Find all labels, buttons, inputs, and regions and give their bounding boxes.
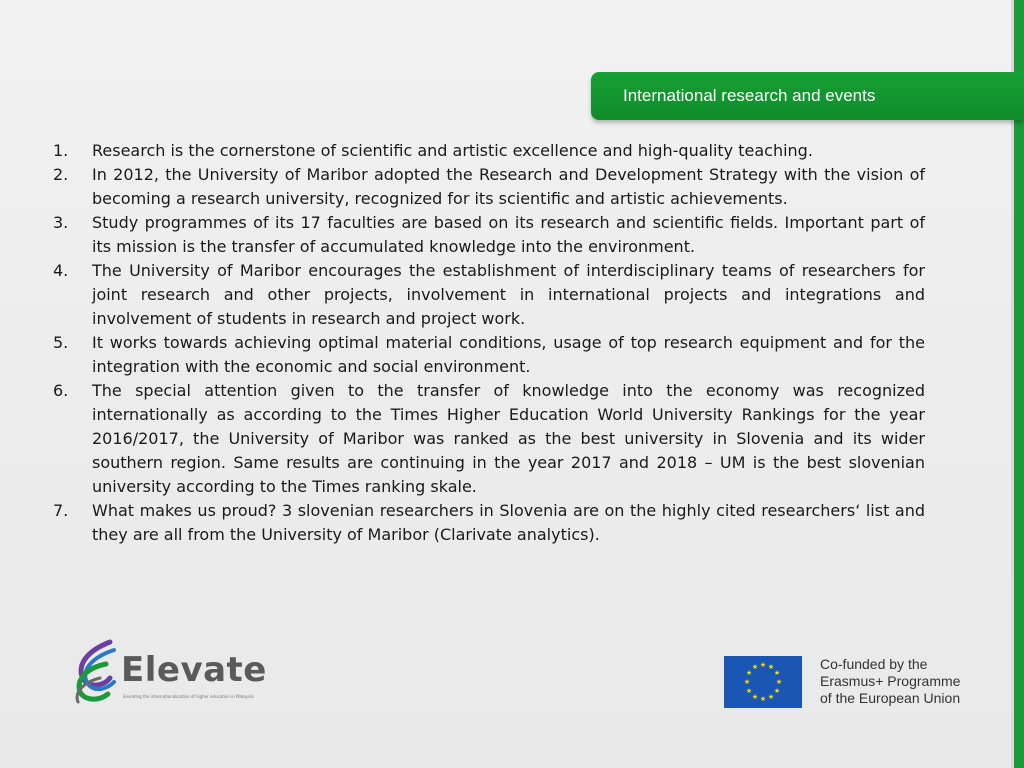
list-item-text: The special attention given to the transfer of knowledge into the economy was recognized internationally as according to the Times Higher Education World University Rankings for the year 2016/2017, the University of Maribor was ranked as the best university in Slovenia and its wider southern region. Same results are continuing in the year 2017 and 2018 – UM is the best slovenian university according to the Times ranking skale. bbox=[92, 381, 925, 496]
svg-text:★: ★ bbox=[773, 669, 781, 677]
eu-text-line: Co-funded by the bbox=[820, 656, 928, 672]
list-item bbox=[53, 163, 925, 211]
list-item-number: 6. bbox=[53, 381, 69, 400]
svg-text:★: ★ bbox=[767, 663, 775, 671]
section-title-tab bbox=[591, 72, 1024, 120]
list-item-number: 1. bbox=[53, 141, 69, 160]
svg-text:★: ★ bbox=[767, 693, 775, 701]
list-item bbox=[53, 139, 925, 163]
list-item-text: Research is the cornerstone of scientific and artistic excellence and high-quality teaching. bbox=[92, 141, 813, 160]
list-item-text: It works towards achieving optimal material conditions, usage of top research equipment and for the integration with the economic and social environment. bbox=[92, 333, 925, 376]
list-item-number: 4. bbox=[53, 261, 69, 280]
list-item-number: 7. bbox=[53, 501, 69, 520]
svg-text:★: ★ bbox=[751, 663, 759, 671]
section-title: International research and events bbox=[623, 86, 876, 105]
svg-text:★: ★ bbox=[775, 678, 783, 686]
list-item-number: 5. bbox=[53, 333, 69, 352]
eu-cofunded-text bbox=[820, 656, 960, 707]
list-item-text: The University of Maribor encourages the establishment of interdisciplinary teams of researchers for joint research and other projects, involvement in international projects and integrations and involvement of students in research and project work. bbox=[92, 261, 925, 328]
list-item-text: Study programmes of its 17 faculties are based on its research and scientific fields. Important part of its mission is the transfer of accumulated knowledge into the environment. bbox=[92, 213, 925, 256]
eu-text-line: of the European Union bbox=[820, 690, 961, 706]
svg-text:★: ★ bbox=[773, 687, 781, 695]
elevate-wordmark: Elevate bbox=[121, 650, 267, 690]
list-item-number: 2. bbox=[53, 165, 69, 184]
elevate-tagline: Elevating the internationalisation of higher education in Malaysia bbox=[123, 694, 254, 699]
list-item-text: In 2012, the University of Maribor adopted the Research and Development Strategy with the vision of becoming a research university, recognized for its scientific and artistic achievements. bbox=[92, 165, 925, 208]
eu-text-line: Erasmus+ Programme bbox=[820, 673, 961, 689]
elevate-swoosh-icon bbox=[70, 638, 122, 710]
eu-flag-icon bbox=[724, 656, 802, 708]
list-item bbox=[53, 379, 925, 499]
svg-text:★: ★ bbox=[743, 678, 751, 686]
svg-text:★: ★ bbox=[745, 669, 753, 677]
list-item-number: 3. bbox=[53, 213, 69, 232]
elevate-logo bbox=[70, 638, 270, 710]
svg-text:★: ★ bbox=[751, 693, 759, 701]
list-item bbox=[53, 499, 925, 547]
list-item-text: What makes us proud? 3 slovenian researchers in Slovenia are on the highly cited researchers‘ list and they are all from the University of Maribor (Clarivate analytics). bbox=[92, 501, 925, 544]
numbered-list bbox=[53, 139, 925, 547]
list-item bbox=[53, 331, 925, 379]
svg-text:★: ★ bbox=[745, 687, 753, 695]
list-item bbox=[53, 211, 925, 259]
svg-text:★: ★ bbox=[759, 695, 767, 703]
svg-text:★: ★ bbox=[759, 661, 767, 669]
list-item bbox=[53, 259, 925, 331]
